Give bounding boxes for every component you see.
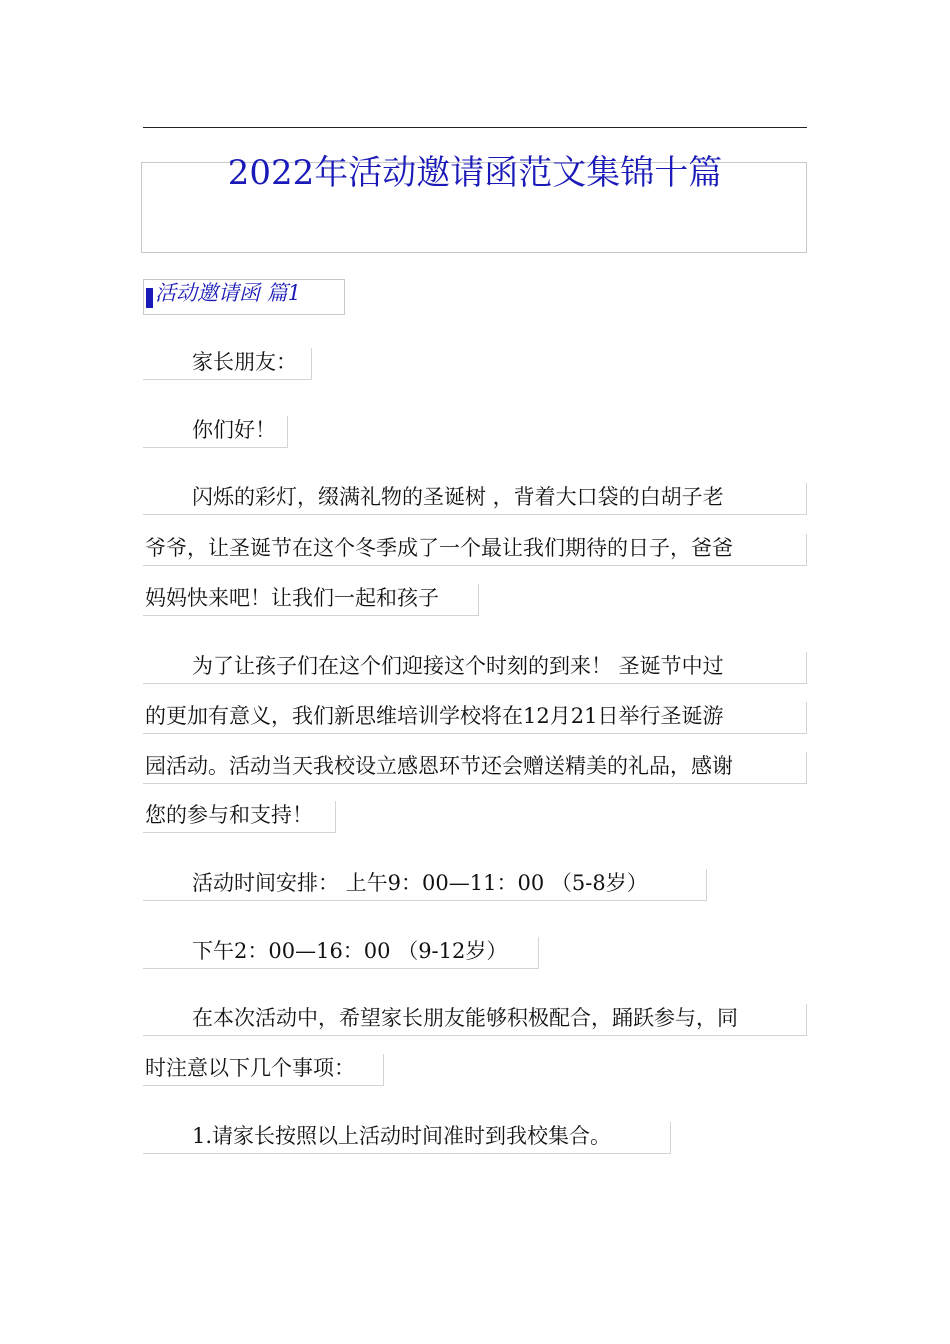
paragraph-line	[143, 702, 807, 734]
paragraph-line	[143, 1054, 384, 1086]
paragraph-line	[143, 937, 539, 969]
paragraph-line	[143, 1122, 671, 1154]
paragraph-line	[143, 348, 312, 380]
line-text: 1.请家长按照以上活动时间准时到我校集合。	[192, 1124, 612, 1148]
line-text: 的更加有意义，我们新思维培训学校将在12月21日举行圣诞游	[145, 704, 724, 728]
paragraph-line	[143, 869, 707, 901]
line-text: 家长朋友：	[192, 350, 297, 374]
paragraph-line	[143, 534, 807, 566]
paragraph-line	[143, 416, 288, 448]
heading-marker-icon	[146, 288, 153, 308]
paragraph-line	[143, 1004, 807, 1036]
line-text: 园活动。活动当天我校设立感恩环节还会赠送精美的礼品，感谢	[145, 754, 733, 778]
paragraph-line	[143, 584, 479, 616]
header-rule	[143, 127, 807, 128]
line-text: 妈妈快来吧！让我们一起和孩子	[145, 586, 439, 610]
line-text: 您的参与和支持！	[145, 803, 313, 827]
line-text: 闪烁的彩灯，缀满礼物的圣诞树 ，背着大口袋的白胡子老	[192, 485, 724, 509]
line-text: 活动时间安排： 上午9：00—11：00 （5-8岁）	[192, 871, 648, 895]
document-title: 2022年活动邀请函范文集锦十篇	[227, 153, 723, 193]
paragraph-line	[143, 652, 807, 684]
paragraph-line	[143, 483, 807, 515]
section-heading	[143, 279, 345, 315]
section-heading-text: 活动邀请函 篇1	[155, 281, 302, 305]
line-text: 爷爷，让圣诞节在这个冬季成了一个最让我们期待的日子，爸爸	[145, 536, 733, 560]
line-text: 在本次活动中，希望家长朋友能够积极配合，踊跃参与，同	[192, 1006, 738, 1030]
paragraph-line	[143, 752, 807, 784]
line-text: 你们好！	[192, 418, 276, 442]
line-text: 为了让孩子们在这个们迎接这个时刻的到来！ 圣诞节中过	[192, 654, 724, 678]
line-text: 下午2：00—16：00 （9-12岁）	[192, 939, 508, 963]
line-text: 时注意以下几个事项：	[145, 1056, 355, 1080]
paragraph-line	[143, 801, 336, 833]
